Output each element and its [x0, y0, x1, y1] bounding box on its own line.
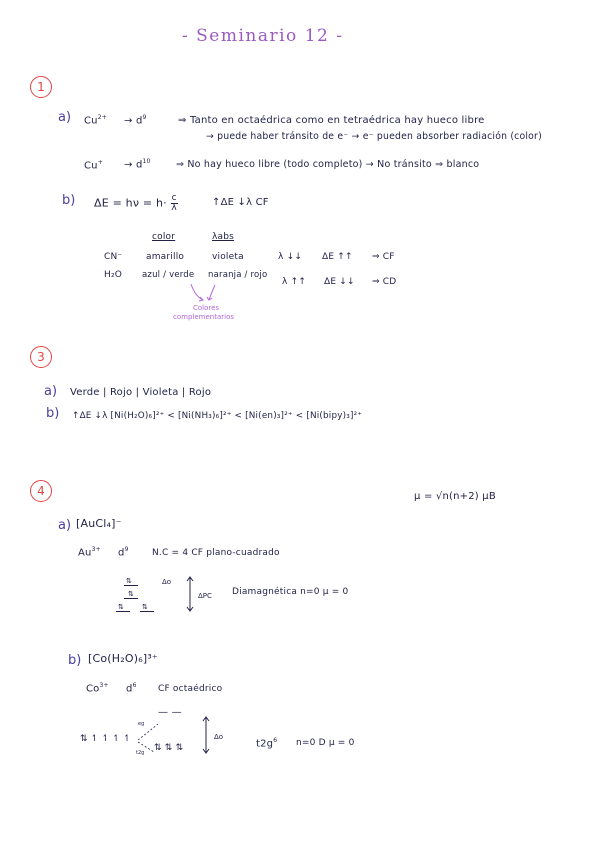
s4-a-level-mid: ⇅: [128, 590, 134, 598]
s4-a-config: $d^9$: [118, 546, 129, 559]
s4-b-free-ion-levels: ⇅ ↿ ↿ ↿ ↿: [80, 734, 131, 744]
s4-b-complex: [Co(H₂O)₆]³⁺: [88, 652, 158, 665]
page-title: - Seminario 12 -: [182, 26, 344, 46]
s3-a-text: Verde | Rojo | Violeta | Rojo: [70, 387, 212, 398]
s4-b-delta-label: Δo: [214, 733, 224, 741]
s4-b-delta-arrow: [202, 716, 210, 754]
s1-b-row2-field: ⇒ CD: [372, 277, 397, 287]
s1-b-row2-ligand: H₂O: [104, 270, 123, 280]
s4-a-level-top-bar: [124, 585, 138, 586]
s1-b-head-labs: λabs: [212, 232, 235, 242]
s4-a-level-low1: ⇅: [118, 603, 124, 611]
s1-b-row2-abs: naranja / rojo: [208, 270, 268, 280]
s1-a-line3-text: ⇒ No hay hueco libre (todo completo) → No tránsito ⇒ blanco: [176, 159, 480, 170]
s4-a-level-low2-bar: [140, 611, 154, 612]
s4-b-term: $t2g^6$: [256, 737, 278, 750]
s4-b-t2g-levels: ⇅ ⇅ ⇅: [154, 743, 184, 753]
section-4-number: 4: [30, 480, 52, 502]
s1-a-line1-ion: $Cu^{2+}$: [84, 114, 107, 127]
s1-b-row2-lambda: λ ↑↑: [282, 277, 307, 287]
s1-b-row1-abs: violeta: [212, 252, 244, 262]
s4-a-delta-arrow: [186, 576, 194, 612]
s1-b-relation: ↑ΔE ↓λ CF: [212, 197, 269, 208]
s4-b-upper-tag: eg: [138, 721, 145, 727]
s4-b-details: CF octaédrico: [158, 684, 223, 694]
s1-b-head-color: color: [152, 232, 176, 242]
s4-b-lower-tag: t2g: [136, 750, 145, 756]
s4-a-level-low1-bar: [116, 611, 130, 612]
s1-a-label: a): [58, 110, 72, 125]
section-3-number: 3: [30, 346, 52, 368]
s3-a-label: a): [44, 384, 58, 399]
s1-b-equation: ΔE = hν = h· $\frac{c}{\lambda}$: [94, 193, 177, 213]
complementary-arrows: [185, 282, 225, 304]
s4-a-level-low2: ⇅: [142, 603, 148, 611]
s4-a-label: a): [58, 518, 72, 533]
s1-a-line1-text: ⇒ Tanto en octaédrica como en tetraédrica hay hueco libre: [178, 115, 485, 126]
s4-a-complex: [AuCl₄]⁻: [76, 517, 122, 530]
s1-b-note-line1: Colores: [193, 304, 220, 312]
s4-mu-formula: μ = √n(n+2) μB: [414, 491, 496, 502]
s1-a-line1-config: → $d^9$: [124, 114, 147, 127]
s4-b-config: $d^6$: [126, 682, 137, 695]
s4-b-magnetism: n=0 D μ = 0: [296, 738, 355, 748]
s1-a-line2-text: → puede haber tránsito de e⁻ → e⁻ pueden absorber radiación (color): [206, 131, 542, 142]
section-1-number: 1: [30, 76, 52, 98]
s1-b-row2-deltaE: ΔE ↓↓: [324, 277, 355, 287]
s4-a-level-top: ⇅: [126, 577, 132, 585]
s3-b-label: b): [46, 406, 60, 421]
s4-a-details: N.C = 4 CF plano-cuadrado: [152, 548, 280, 558]
s4-a-level-mid-bar: [124, 598, 138, 599]
s1-b-fraction: $\frac{c}{\lambda}$: [171, 193, 177, 213]
s4-b-ion: $Co^{3+}$: [86, 682, 109, 695]
s1-a-line3-config: → $d^{10}$: [124, 158, 151, 171]
s1-b-row1-deltaE: ΔE ↑↑: [322, 252, 353, 262]
s4-b-eg-levels: — —: [158, 707, 182, 718]
s1-b-row1-field: ⇒ CF: [372, 252, 395, 262]
s1-b-note-line2: complementarios: [173, 313, 234, 321]
s1-b-row1-color: amarillo: [146, 252, 185, 262]
s1-b-row2-color: azul / verde: [142, 270, 195, 280]
s4-a-delta-o: Δo: [162, 578, 172, 586]
s4-a-ion: $Au^{3+}$: [78, 546, 101, 559]
s1-b-label: b): [62, 193, 76, 208]
s4-b-label: b): [68, 653, 82, 668]
s3-b-text: ↑ΔE ↓λ [Ni(H₂O)₆]²⁺ < [Ni(NH₃)₆]²⁺ < [Ni(en)₃]²⁺ < [Ni(bipy)₃]²⁺: [72, 411, 363, 421]
s1-b-row1-lambda: λ ↓↓: [278, 252, 303, 262]
s4-a-magnetism: Diamagnética n=0 μ = 0: [232, 587, 349, 597]
s4-a-delta-pc: ΔPC: [198, 592, 212, 600]
s1-b-row1-ligand: CN⁻: [104, 252, 123, 262]
s1-a-line3-ion: Cu+: [84, 159, 103, 172]
